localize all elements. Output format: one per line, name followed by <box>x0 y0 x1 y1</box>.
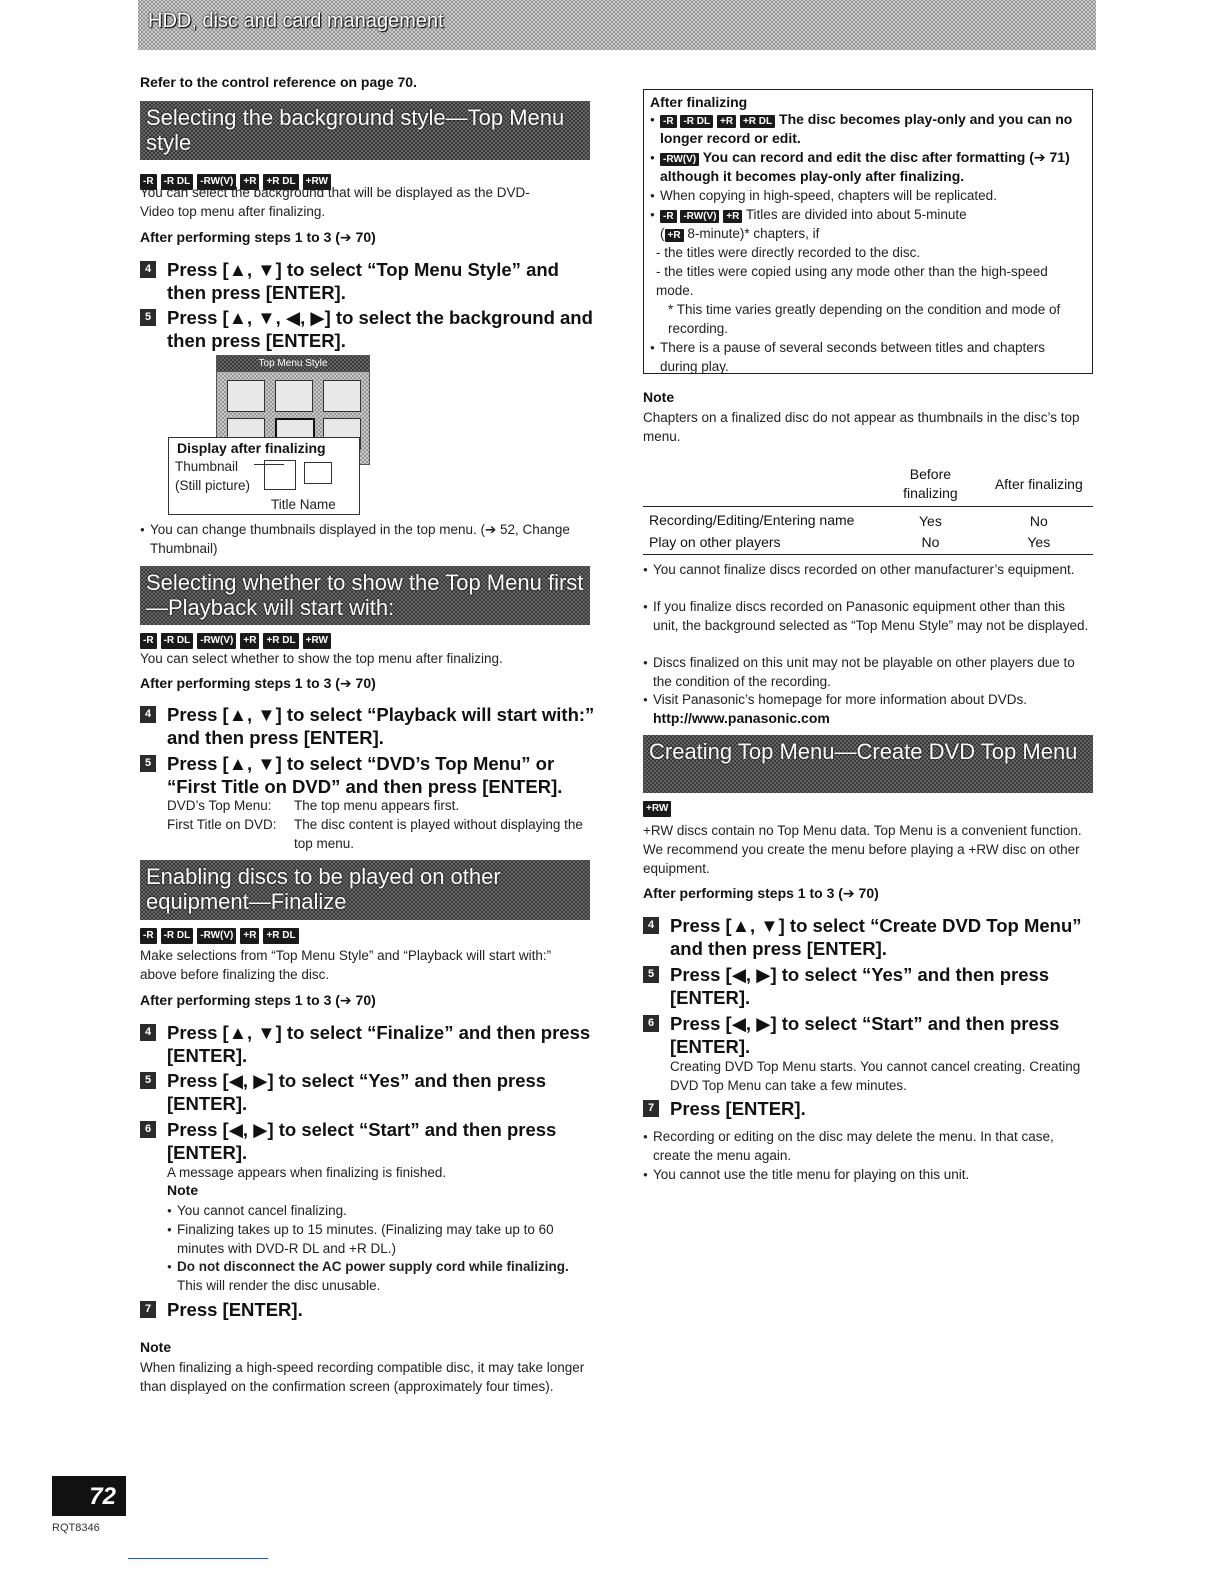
disc-badge: +RW <box>643 801 671 817</box>
after-bullet-1: ● -R -R DL +R +R DL The disc becomes play-only and you can no longer record or edit. <box>650 111 1073 146</box>
after-steps-note: After performing steps 1 to 3 (➔ 70) <box>140 992 376 1008</box>
step-number: 5 <box>140 309 156 326</box>
option-dvd-top-menu-text: The top menu appears first. <box>294 798 460 813</box>
menu-screen-title: Top Menu Style <box>217 356 369 372</box>
after-steps-note: After performing steps 1 to 3 (➔ 70) <box>140 675 376 691</box>
section-title-create-dvd-top-menu: Creating Top Menu—Create DVD Top Menu <box>643 735 1093 793</box>
note-label: Note <box>140 1339 172 1355</box>
bullet-item: ● You can change thumbnails displayed in the top menu. (➔ 52, Change Thumbnail) <box>140 520 585 558</box>
after-bullet-4: ● -R -RW(V) +R Titles are divided into about 5-minute ( +R 8-minute)* chapters, if <box>650 207 967 241</box>
step-text: Press [▲, ▼] to select “Playback will start with:” and then press [ENTER]. <box>167 704 595 748</box>
table-row <box>643 530 1093 555</box>
disc-badge: -R <box>140 928 157 944</box>
step-text: Press [ENTER]. <box>670 1098 806 1119</box>
section-description: Make selections from “Top Menu Style” and “Playback will start with:” above before finalizing the disc. <box>140 948 552 982</box>
bullet-item: ● If you finalize discs recorded on Panasonic equipment other than this unit, the background selected as “Top Menu Style” may not be displayed. <box>643 597 1093 635</box>
section-title-top-menu-style: Selecting the background style—Top Menu style <box>140 101 590 160</box>
step-number: 6 <box>643 1015 659 1032</box>
disc-badge: -R <box>660 210 677 223</box>
bullet-item: ● You cannot use the title menu for playing on this unit. <box>643 1165 1093 1184</box>
table-cell: No <box>921 534 940 550</box>
thumbnail-frame <box>275 380 313 412</box>
bullet-item: ● You cannot finalize discs recorded on other manufacturer’s equipment. <box>643 560 1093 579</box>
disc-badges <box>140 928 299 944</box>
step-text: Press [▲, ▼] to select “Finalize” and then press [ENTER]. <box>167 1022 591 1066</box>
thumbnail-sketch <box>264 460 296 490</box>
disc-badge: +R <box>717 115 736 128</box>
table-cell: Recording/Editing/Entering name <box>649 512 855 528</box>
disc-badge: -R DL <box>161 633 194 649</box>
table-header-row <box>643 465 1093 507</box>
after-bullet-2: ● -RW(V) You can record and edit the disc after formatting (➔ 71) although it becomes play-only after finalizing. <box>650 149 1070 184</box>
step-text: Press [◀, ▶] to select “Start” and then press [ENTER]. <box>167 1119 557 1163</box>
option-first-title-label: First Title on DVD: <box>167 817 277 832</box>
finalize-comparison-table <box>643 465 1093 555</box>
table-header: Before finalizing <box>903 466 958 501</box>
table-cell: Play on other players <box>649 534 781 550</box>
table-row <box>643 507 1093 531</box>
section-title-playback-start: Selecting whether to show the Top Menu first—Playback will start with: <box>140 566 590 625</box>
title-name-sketch <box>304 462 332 484</box>
step-number: 5 <box>140 755 156 772</box>
disc-badges <box>643 801 671 817</box>
condition-1: - the titles were directly recorded to the disc. <box>656 245 921 260</box>
table-header: After finalizing <box>994 475 1083 492</box>
after-steps-note: After performing steps 1 to 3 (➔ 70) <box>643 885 879 901</box>
step-number: 4 <box>140 1024 156 1041</box>
thumbnail-label: Thumbnail <box>175 459 239 474</box>
disc-badge: -RW(V) <box>197 633 236 649</box>
section-description: You can select the background that will be displayed as the DVD-Video top menu after finalizing. <box>140 185 530 219</box>
disc-badge: -R <box>140 174 157 190</box>
disc-badge: -R <box>660 115 677 128</box>
note-item: ● Finalizing takes up to 15 minutes. (Finalizing may take up to 60 minutes with DVD-R DL and +R DL.) <box>167 1220 587 1258</box>
footnote: * This time varies greatly depending on the condition and mode of recording. <box>668 302 1061 336</box>
after-bullet-text: Titles are divided into about 5-minute <box>745 207 967 222</box>
disc-badge: +R DL <box>740 115 775 128</box>
step-number: 4 <box>643 917 659 934</box>
bullet-item: ● Discs finalized on this unit may not be playable on other players due to the condition of the recording. <box>643 653 1093 691</box>
note-label: Note <box>167 1182 199 1198</box>
disc-badge: +RW <box>303 174 331 190</box>
step-number: 6 <box>140 1121 156 1138</box>
disc-badge: +R <box>240 174 259 190</box>
disc-badge: -R DL <box>680 115 713 128</box>
panasonic-url-link[interactable]: http://www.panasonic.com <box>653 710 830 726</box>
step-number: 7 <box>643 1100 659 1117</box>
top-menu-style-illustration <box>168 355 373 515</box>
disc-badges <box>140 633 331 649</box>
after-bullet-text: There is a pause of several seconds between titles and chapters during play. <box>660 340 1045 374</box>
after-bullet-3: ● When copying in high-speed, chapters will be replicated. <box>650 188 997 203</box>
step-number: 4 <box>140 706 156 723</box>
after-finalizing-box <box>643 89 1093 374</box>
step-text: Press [▲, ▼] to select “Top Menu Style” and then press [ENTER]. <box>167 259 559 303</box>
disc-badge: +R <box>665 229 684 242</box>
header-banner <box>138 0 1096 50</box>
step-text: Press [▲, ▼, ◀, ▶] to select the background and then press [ENTER]. <box>167 307 593 351</box>
disc-badge: -RW(V) <box>197 174 236 190</box>
title-name-label: Title Name <box>271 497 336 512</box>
display-after-finalizing-box <box>168 437 360 515</box>
option-dvd-top-menu-label: DVD’s Top Menu: <box>167 798 272 813</box>
disc-badge: +R <box>240 928 259 944</box>
bullet-item: ● Recording or editing on the disc may delete the menu. In that case, create the menu again. <box>643 1127 1093 1165</box>
after-steps-note: After performing steps 1 to 3 (➔ 70) <box>140 229 376 245</box>
illustration-caption: Display after finalizing <box>177 440 326 456</box>
step-number: 4 <box>140 261 156 278</box>
note-text: Chapters on a finalized disc do not appear as thumbnails in the disc’s top menu. <box>643 410 1080 444</box>
disc-badge: -RW(V) <box>197 928 236 944</box>
after-bullet-5: ● There is a pause of several seconds between titles and chapters during play. <box>650 340 1045 374</box>
document-code: RQT8346 <box>52 1522 100 1534</box>
section-title-finalize: Enabling discs to be played on other equipment—Finalize <box>140 860 590 920</box>
disc-badge: +R DL <box>263 174 298 190</box>
note-label: Note <box>643 389 675 405</box>
after-bullet-text: The disc becomes play-only and you can no longer record or edit. <box>660 111 1073 146</box>
section-description: You can select whether to show the top menu after finalizing. <box>140 651 503 666</box>
table-cell: Yes <box>1027 534 1051 550</box>
disc-badge: +R DL <box>263 633 298 649</box>
step-number: 5 <box>140 1072 156 1089</box>
option-first-title-text: The disc content is played without displaying the top menu. <box>294 817 583 851</box>
bottom-rule <box>128 1558 268 1559</box>
thumbnail-frame <box>227 380 265 412</box>
condition-2: - the titles were copied using any mode other than the high-speed mode. <box>656 264 1048 298</box>
step-text: Press [ENTER]. <box>167 1299 303 1320</box>
note-text: When finalizing a high-speed recording compatible disc, it may take longer than displayed on the confirmation screen (approximately four times). <box>140 1360 585 1394</box>
bullet-item: ● Visit Panasonic’s homepage for more information about DVDs. <box>643 690 1093 709</box>
after-bullet-text: You can record and edit the disc after formatting (➔ 71) although it becomes play-only after finalizing. <box>660 149 1070 184</box>
after-bullet-text: 8-minute)* chapters, if <box>687 226 820 241</box>
disc-badge: -R <box>140 633 157 649</box>
step-text: Press [◀, ▶] to select “Yes” and then press [ENTER]. <box>167 1070 547 1114</box>
note-item-warning <box>167 1257 587 1295</box>
create-menu-message: Creating DVD Top Menu starts. You cannot cancel creating. Creating DVD Top Menu can take a few minutes. <box>670 1059 1081 1093</box>
page-title: HDD, disc and card management <box>148 10 444 32</box>
step-text: Press [◀, ▶] to select “Yes” and then press [ENTER]. <box>670 964 1050 1008</box>
disc-badge: -R DL <box>161 174 194 190</box>
disc-badge: +RW <box>303 633 331 649</box>
still-picture-label: (Still picture) <box>175 478 251 493</box>
section-description: +RW discs contain no Top Menu data. Top Menu is a convenient function. We recommend you create the menu before playing a +RW disc on other equipment. <box>643 823 1082 876</box>
disc-badge: -R DL <box>161 928 194 944</box>
step-text: Press [▲, ▼] to select “Create DVD Top Menu” and then press [ENTER]. <box>670 915 1082 959</box>
warning-bold: Do not disconnect the AC power supply cord while finalizing. <box>177 1259 569 1274</box>
table-cell: Yes <box>919 512 942 529</box>
control-reference: Refer to the control reference on page 70. <box>140 74 417 90</box>
after-finalizing-title: After finalizing <box>650 94 748 110</box>
table-header <box>643 465 876 507</box>
finalize-message: A message appears when finalizing is finished. <box>167 1165 447 1180</box>
disc-badge: -RW(V) <box>660 153 699 166</box>
disc-badge: +R <box>723 210 742 223</box>
after-bullet-text: When copying in high-speed, chapters will be replicated. <box>660 188 997 203</box>
table-cell: No <box>1029 512 1048 529</box>
page-number: 72 <box>52 1476 126 1516</box>
warning-rest: This will render the disc unusable. <box>177 1278 381 1293</box>
disc-badge: +R DL <box>263 928 298 944</box>
step-number: 5 <box>643 966 659 983</box>
note-item: ● You cannot cancel finalizing. <box>167 1201 587 1220</box>
disc-badge: +R <box>240 633 259 649</box>
step-number: 7 <box>140 1301 156 1318</box>
disc-badge: -RW(V) <box>680 210 719 223</box>
thumbnail-frame <box>323 380 361 412</box>
step-text: Press [◀, ▶] to select “Start” and then press [ENTER]. <box>670 1013 1060 1057</box>
step-text: Press [▲, ▼] to select “DVD’s Top Menu” or “First Title on DVD” and then press [ENTER]. <box>167 753 563 797</box>
